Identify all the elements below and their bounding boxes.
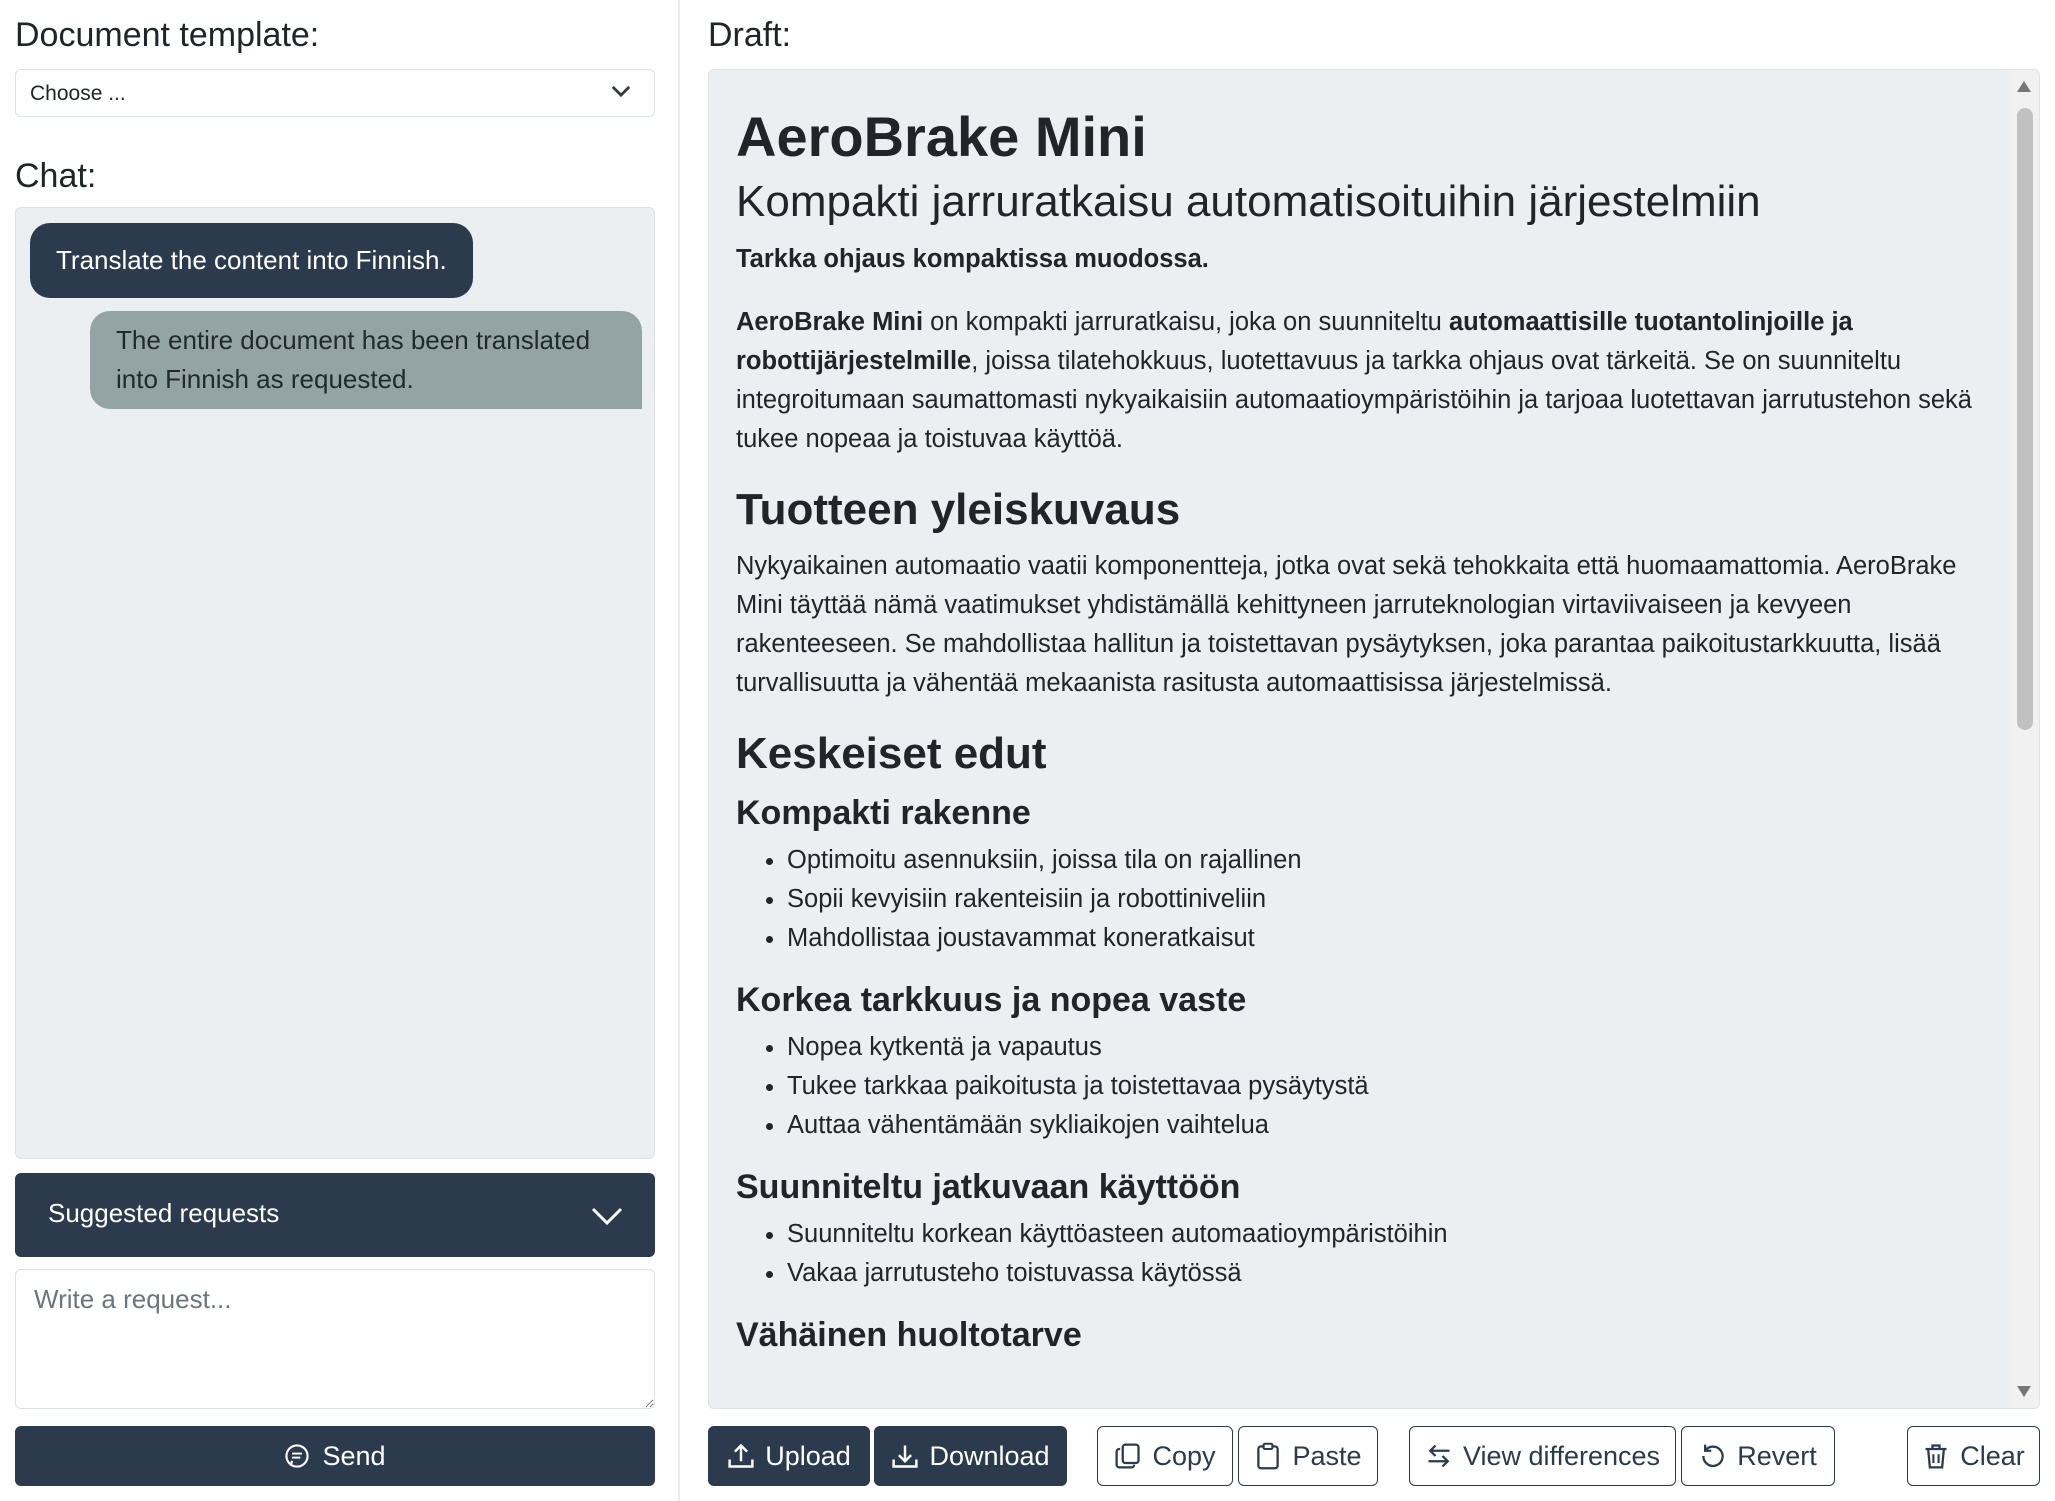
section-heading: Kompakti rakenne: [736, 794, 1031, 832]
list-item: • Suunniteltu korkean käyttöasteen automaatioympäristöihin: [787, 1215, 1996, 1254]
template-label: Document template:: [15, 16, 320, 54]
clipboard-icon: [1254, 1442, 1282, 1470]
arrows-exchange-icon: [1425, 1442, 1453, 1470]
clear-button[interactable]: Clear: [1907, 1426, 2040, 1486]
template-select-value: Choose ...: [30, 82, 126, 105]
download-button[interactable]: Download: [874, 1426, 1067, 1486]
draft-label: Draft:: [708, 16, 792, 54]
upload-icon: [727, 1442, 755, 1470]
overview-heading: Tuotteen yleiskuvaus: [736, 485, 1181, 534]
copy-icon: [1114, 1442, 1142, 1470]
list-item: • Nopea kytkentä ja vapautus: [787, 1028, 1996, 1067]
section-list: [736, 1028, 1996, 1145]
template-select[interactable]: [15, 69, 655, 117]
copy-button[interactable]: Copy: [1097, 1426, 1233, 1486]
assistant-message: The entire document has been translated into Finnish as requested.: [90, 311, 642, 409]
benefits-heading: Keskeiset edut: [736, 729, 1047, 778]
list-item: • Sopii kevyisiin rakenteisiin ja robottiniveliin: [787, 880, 1996, 919]
document-title: AeroBrake Mini: [736, 105, 1147, 168]
user-message: Translate the content into Finnish.: [30, 223, 473, 298]
chat-label: Chat:: [15, 157, 97, 195]
trash-icon: [1922, 1442, 1950, 1470]
send-label: Send: [322, 1440, 386, 1471]
left-panel: [0, 0, 680, 1501]
overview-paragraph: Nykyaikainen automaatio vaatii komponentteja, jotka ovat sekä tehokkaita että huomaamattomia. AeroBrake Mini täyttää nämä vaatimukset yhdistämällä kehittyneen jarruteknologian virtaviivaiseen ja kevyeen rakenteeseen. Se mahdollistaa hallitun ja toistettavan pysäytyksen, joka parantaa paikoitustarkkuutta, lisää turvallisuutta ja vähentää mekaanista rasitusta automaattisissa järjestelmissä.: [736, 552, 1957, 697]
section-list: [736, 841, 1996, 958]
section-heading: Korkea tarkkuus ja nopea vaste: [736, 981, 1247, 1019]
request-input[interactable]: [15, 1269, 655, 1409]
chat-history: [15, 207, 655, 1159]
scrollbar-thumb[interactable]: [2017, 108, 2033, 730]
scroll-down-arrow-icon[interactable]: [2017, 1386, 2031, 1397]
upload-button[interactable]: Upload: [708, 1426, 870, 1486]
draft-content: [736, 90, 1996, 1363]
draft-editor[interactable]: [708, 69, 2040, 1409]
section-heading: Vähäinen huoltotarve: [736, 1316, 1082, 1354]
list-item: • Optimoitu asennuksiin, joissa tila on rajallinen: [787, 841, 1996, 880]
view-differences-button[interactable]: View differences: [1409, 1426, 1676, 1486]
paste-button[interactable]: Paste: [1238, 1426, 1378, 1486]
list-item: • Auttaa vähentämään sykliaikojen vaihtelua: [787, 1106, 1996, 1145]
scroll-up-arrow-icon[interactable]: [2017, 81, 2031, 92]
list-item: • Tukee tarkkaa paikoitusta ja toistettavaa pysäytystä: [787, 1067, 1996, 1106]
revert-button[interactable]: Revert: [1681, 1426, 1835, 1486]
section-heading: Suunniteltu jatkuvaan käyttöön: [736, 1168, 1241, 1206]
document-subtitle: Kompakti jarruratkaisu automatisoituihin järjestelmiin: [736, 177, 1761, 226]
chat-bubble-icon: [284, 1443, 310, 1469]
chevron-down-icon: [591, 1199, 623, 1231]
list-item: • Mahdollistaa joustavammat koneratkaisut: [787, 919, 1996, 958]
chevron-down-icon: [610, 80, 632, 102]
suggested-requests-toggle[interactable]: [15, 1173, 655, 1257]
section-list: [736, 1215, 1996, 1293]
list-item: • Vakaa jarrutusteho toistuvassa käytössä: [787, 1254, 1996, 1293]
revert-icon: [1699, 1442, 1727, 1470]
download-icon: [891, 1442, 919, 1470]
tagline: Tarkka ohjaus kompaktissa muodossa.: [736, 245, 1209, 273]
send-button[interactable]: [15, 1426, 655, 1486]
intro-paragraph: AeroBrake Mini on kompakti jarruratkaisu, joka on suunniteltu automaattisille tuotantolinjoille ja robottijärjestelmille, joissa tilatehokkuus, luotettavuus ja tarkka ohjaus ovat tärkeitä. Se on suunniteltu integroitumaan saumattomasti nykyaikaisiin automaatioympäristöihin ja tarjoaa luotettavan jarrutustehon sekä tukee nopeaa ja toistuvaa käyttöä.: [736, 308, 1972, 453]
suggested-requests-label: Suggested requests: [48, 1198, 280, 1228]
scrollbar[interactable]: [2011, 70, 2039, 1408]
